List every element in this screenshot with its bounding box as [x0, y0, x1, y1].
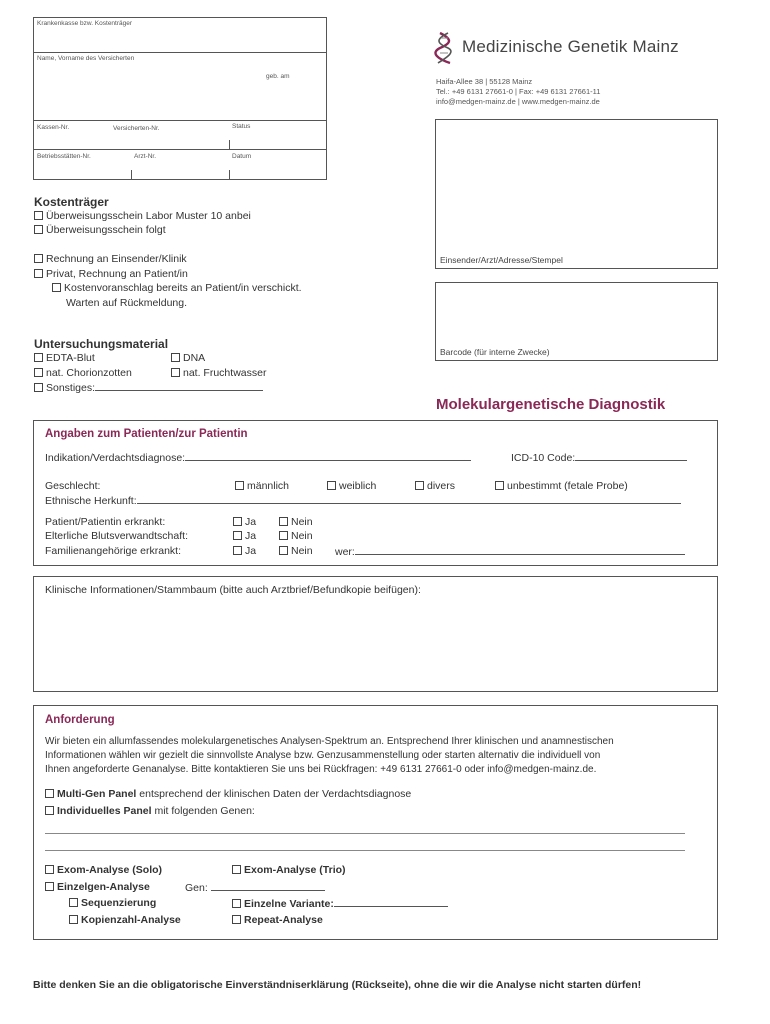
gen-line[interactable] [211, 881, 325, 891]
request-title: Anforderung [45, 714, 115, 726]
insurer-label: Krankenkasse bzw. Kostenträger [37, 20, 133, 27]
family-affected-yes[interactable]: Ja [233, 545, 256, 557]
patient-affected-yes[interactable]: Ja [233, 516, 256, 528]
kostentraeger-option-ueberweisung-anbei[interactable]: Überweisungsschein Labor Muster 10 anbei [34, 210, 251, 222]
checkbox[interactable] [171, 353, 180, 362]
material-fruchtwasser[interactable]: nat. Fruchtwasser [171, 367, 266, 379]
checkbox[interactable] [34, 368, 43, 377]
betriebsstaetten-nr-label: Betriebsstätten-Nr. [37, 153, 91, 160]
request-intro-line-3: Ihnen angeforderte Genanalyse. Bitte kontaktieren Sie uns bei Rückfragen: +49 6131 27661-0 oder info@medgen-mainz.de. [45, 764, 597, 775]
patient-affected-no[interactable]: Nein [279, 516, 313, 528]
divider [33, 52, 327, 53]
kostentraeger-title: Kostenträger [34, 195, 109, 209]
checkbox[interactable] [171, 368, 180, 377]
ethnic-line[interactable] [137, 494, 681, 504]
kostentraeger-waiting-note: Warten auf Rückmeldung. [66, 297, 188, 309]
sender-stamp-label: Einsender/Arzt/Adresse/Stempel [440, 255, 563, 265]
checkbox[interactable] [45, 882, 54, 891]
checkbox[interactable] [235, 481, 244, 490]
kassen-nr-label: Kassen-Nr. [37, 124, 70, 131]
request-multigen-panel[interactable]: Multi-Gen Panel entsprechend der klinischen Daten der Verdachtsdiagnose [45, 788, 411, 800]
request-kopienzahl[interactable]: Kopienzahl-Analyse [69, 914, 181, 926]
kostentraeger-option-kostenvoranschlag[interactable]: Kostenvoranschlag bereits an Patient/in verschickt. [52, 282, 302, 294]
material-chorionzotten[interactable]: nat. Chorionzotten [34, 367, 132, 379]
request-intro-line-1: Wir bieten ein allumfassendes molekulargenetisches Analysen-Spektrum an. Entsprechend Ihrer klinischen und anamnestischen [45, 736, 614, 747]
arzt-nr-label: Arzt-Nr. [134, 153, 157, 160]
checkbox[interactable] [34, 211, 43, 220]
checkbox[interactable] [233, 531, 242, 540]
genes-line-1[interactable] [45, 833, 685, 834]
request-gen-field[interactable]: Gen: [185, 881, 325, 894]
material-title: Untersuchungsmaterial [34, 337, 169, 351]
family-affected-no[interactable]: Nein [279, 545, 313, 557]
family-who-line[interactable] [355, 545, 685, 555]
sender-stamp-box[interactable] [435, 119, 718, 269]
genes-line-2[interactable] [45, 850, 685, 851]
checkbox[interactable] [34, 269, 43, 278]
material-dna[interactable]: DNA [171, 352, 205, 364]
clinical-info-label: Klinische Informationen/Stammbaum (bitte auch Arztbrief/Befundkopie beifügen): [45, 584, 421, 596]
material-edta[interactable]: EDTA-Blut [34, 352, 95, 364]
insured-name-label: Name, Vorname des Versicherten [37, 55, 135, 62]
status-label: Status [232, 123, 251, 130]
sex-label: Geschlecht: [45, 480, 101, 492]
patient-affected-label: Patient/Patientin erkrankt: [45, 516, 166, 528]
brand-phone: Tel.: +49 6131 27661-0 | Fax: +49 6131 27661-11 [436, 87, 601, 96]
consanguinity-label: Elterliche Blutsverwandtschaft: [45, 530, 188, 542]
checkbox[interactable] [52, 283, 61, 292]
checkbox[interactable] [279, 517, 288, 526]
brand-name: Medizinische Genetik Mainz [462, 37, 679, 56]
icd-line[interactable] [575, 451, 687, 461]
kostentraeger-option-ueberweisung-folgt[interactable]: Überweisungsschein folgt [34, 224, 166, 236]
request-intro-line-2: Informationen wählen wir gezielt die sinnvollste Analyse bzw. Genzusammenstellung oder starten alternativ die individuell von [45, 750, 601, 761]
checkbox[interactable] [69, 898, 78, 907]
checkbox[interactable] [233, 517, 242, 526]
variante-line[interactable] [334, 897, 448, 907]
field-tick [229, 140, 230, 149]
indication-line[interactable] [185, 451, 471, 461]
checkbox[interactable] [34, 225, 43, 234]
indication-field[interactable]: Indikation/Verdachtsdiagnose: [45, 451, 471, 464]
sex-diverse[interactable]: divers [415, 480, 455, 492]
checkbox[interactable] [45, 865, 54, 874]
checkbox[interactable] [415, 481, 424, 490]
material-sonstiges[interactable]: Sonstiges: [34, 381, 263, 394]
dna-logo-icon [434, 31, 456, 65]
ethnic-field[interactable]: Ethnische Herkunft: [45, 494, 681, 507]
sex-female[interactable]: weiblich [327, 480, 376, 492]
checkbox[interactable] [45, 806, 54, 815]
kostentraeger-option-rechnung-einsender[interactable]: Rechnung an Einsender/Klinik [34, 253, 187, 265]
checkbox[interactable] [34, 254, 43, 263]
brand-address: Haifa-Allee 38 | 55128 Mainz [436, 77, 533, 86]
datum-label: Datum [232, 153, 252, 160]
field-tick [131, 170, 132, 180]
request-einzelgen[interactable]: Einzelgen-Analyse [45, 881, 150, 893]
request-exom-trio[interactable]: Exom-Analyse (Trio) [232, 864, 346, 876]
checkbox[interactable] [327, 481, 336, 490]
request-einzelne-variante[interactable]: Einzelne Variante: [232, 897, 448, 910]
checkbox[interactable] [279, 531, 288, 540]
request-individual-panel[interactable]: Individuelles Panel mit folgenden Genen: [45, 805, 255, 817]
checkbox[interactable] [45, 789, 54, 798]
request-exom-solo[interactable]: Exom-Analyse (Solo) [45, 864, 162, 876]
checkbox[interactable] [34, 353, 43, 362]
sex-male[interactable]: männlich [235, 480, 289, 492]
checkbox[interactable] [232, 865, 241, 874]
kostentraeger-option-privat[interactable]: Privat, Rechnung an Patient/in [34, 268, 188, 280]
field-tick [229, 170, 230, 180]
footer-consent-note: Bitte denken Sie an die obligatorische Einverständniserklärung (Rückseite), ohne die wir die Analyse nicht starten dürfen! [33, 979, 642, 991]
family-affected-label: Familienangehörige erkrankt: [45, 545, 181, 557]
checkbox[interactable] [232, 915, 241, 924]
patient-section-title: Angaben zum Patienten/zur Patientin [45, 428, 248, 440]
versicherten-nr-label: Versicherten-Nr. [113, 125, 160, 132]
checkbox[interactable] [34, 383, 43, 392]
checkbox[interactable] [69, 915, 78, 924]
checkbox[interactable] [495, 481, 504, 490]
checkbox[interactable] [232, 899, 241, 908]
divider [33, 149, 327, 150]
sonstiges-line[interactable] [95, 381, 263, 391]
barcode-label: Barcode (für interne Zwecke) [440, 347, 550, 357]
sex-unknown[interactable]: unbestimmt (fetale Probe) [495, 480, 628, 492]
brand-contact: info@medgen-mainz.de | www.medgen-mainz.de [436, 97, 600, 106]
date-of-birth-label: geb. am [266, 73, 290, 80]
checkbox[interactable] [233, 546, 242, 555]
divider [33, 120, 327, 121]
checkbox[interactable] [279, 546, 288, 555]
main-title: Molekulargenetische Diagnostik [436, 396, 666, 413]
family-who-field[interactable]: wer: [335, 545, 685, 558]
consanguinity-yes[interactable]: Ja [233, 530, 256, 542]
request-sequenzierung[interactable]: Sequenzierung [69, 897, 156, 909]
consanguinity-no[interactable]: Nein [279, 530, 313, 542]
request-repeat[interactable]: Repeat-Analyse [232, 914, 323, 926]
icd-field[interactable]: ICD-10 Code: [511, 451, 687, 464]
